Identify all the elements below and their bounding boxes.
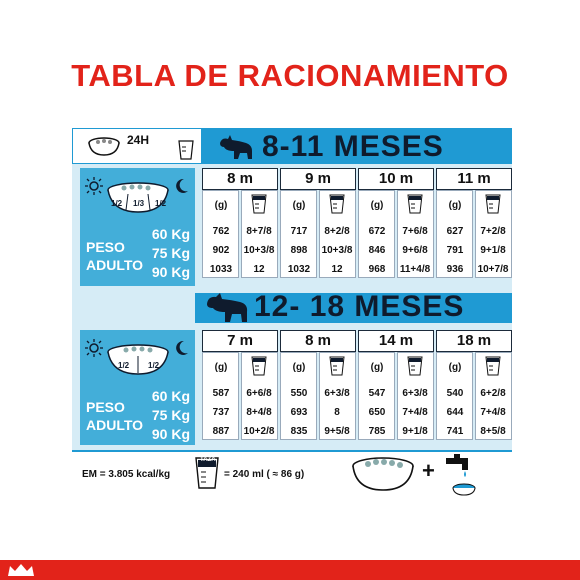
grams-value: 835 [290,426,308,437]
puppy-icon [216,133,256,161]
grams-value: 902 [212,245,230,256]
taza-icon [250,356,268,376]
section-2-title: 12- 18 MESES [254,290,465,323]
grams-value: 791 [446,245,464,256]
food-bowl-icon [350,456,416,494]
grams-value: 644 [446,407,464,418]
month-header: 11 m [436,168,512,190]
taza-icon [177,139,195,161]
grams-value: 540 [446,388,464,399]
footer [72,450,512,498]
peso-label [86,398,143,434]
grams-value: 968 [368,264,386,275]
grams-value: 898 [290,245,308,256]
peso-line-2: ADULTO [86,257,144,273]
grams-value: 547 [368,388,386,399]
peso-line-2: ADULTO [86,417,144,433]
bowl-header-area [72,128,202,164]
cups-value: 12 [253,264,265,275]
weight-60: 60 Kg [151,226,190,242]
cups-value: 8 [334,407,340,418]
cups-value: 10+3/8 [321,245,353,256]
grams-label: (g) [214,362,228,373]
fraction-label: 1/2 [118,361,130,370]
weight-75: 75 Kg [151,245,190,261]
cups-value: 6+3/8 [402,388,428,399]
grams-label: (g) [214,200,228,211]
cups-value: 6+2/8 [480,388,506,399]
fraction-label: 1/2 [148,361,160,370]
grams-label: (g) [370,362,384,373]
cups-value: 10+3/8 [243,245,275,256]
moon-icon [175,178,189,194]
cups-value: 7+2/8 [480,226,506,237]
water-tap-icon [440,454,476,496]
grams-value: 936 [446,264,464,275]
grams-value: 1032 [287,264,311,275]
grams-value: 737 [212,407,230,418]
grams-value: 762 [212,226,230,237]
section-1-title: 8-11 MESES [262,130,444,163]
grams-label: (g) [370,200,384,211]
bottom-red-band [0,560,580,580]
royal-canin-crown-icon [6,562,36,578]
taza-icon [484,356,502,376]
grams-value: 627 [446,226,464,237]
grams-value: 785 [368,426,386,437]
cups-value: 8+2/8 [324,226,350,237]
cups-value: 9+6/8 [402,245,428,256]
grams-value: 672 [368,226,386,237]
cups-value: 8+5/8 [480,426,506,437]
plus-sign: + [422,458,435,483]
sun-icon [84,338,104,358]
cups-value: 10+7/8 [477,264,509,275]
fraction-label: 1/2 [111,199,123,208]
taza-icon [406,194,424,214]
sun-icon [84,176,104,196]
month-header: 9 m [280,168,356,190]
grams-value: 741 [446,426,464,437]
taza-icon [484,194,502,214]
taza-label: TAZA [200,457,216,463]
grams-value: 587 [212,388,230,399]
cups-value: 9+1/8 [480,245,506,256]
peso-label [86,238,143,274]
bowl-portions-icon [104,342,172,378]
fraction-label: 1/2 [155,199,167,208]
month-header: 7 m [202,330,278,352]
peso-line-1: PESO [86,239,125,255]
grams-label: (g) [292,362,306,373]
grams-value: 846 [368,245,386,256]
weight-60: 60 Kg [151,388,190,404]
grams-value: 693 [290,407,308,418]
cups-value: 7+6/8 [402,226,428,237]
grams-value: 1033 [209,264,233,275]
label-24h: 24H [127,133,150,147]
cups-value: 9+1/8 [402,426,428,437]
grams-label: (g) [448,200,462,211]
grams-value: 717 [290,226,308,237]
month-header: 10 m [358,168,434,190]
grams-value: 550 [290,388,308,399]
grams-label: (g) [448,362,462,373]
bowl-icon [87,135,121,159]
bowl-portions-icon [104,180,172,216]
month-header: 8 m [202,168,278,190]
adult-dog-icon [204,292,250,324]
energy-text: EM = 3.805 kcal/kg [82,469,171,480]
cups-value: 8+4/8 [246,407,272,418]
cups-value: 10+2/8 [243,426,275,437]
taza-icon [406,356,424,376]
cups-value: 7+4/8 [480,407,506,418]
cups-value: 7+4/8 [402,407,428,418]
cups-value: 8+7/8 [246,226,272,237]
month-header: 8 m [280,330,356,352]
page-title: TABLA DE RACIONAMIENTO [71,58,509,93]
weight-75: 75 Kg [151,407,190,423]
cups-value: 9+5/8 [324,426,350,437]
cups-value: 11+4/8 [399,264,431,275]
grams-label: (g) [292,200,306,211]
taza-icon [328,356,346,376]
grams-value: 650 [368,407,386,418]
weight-90: 90 Kg [151,426,190,442]
weight-90: 90 Kg [151,264,190,280]
month-header: 18 m [436,330,512,352]
cups-value: 6+6/8 [246,388,272,399]
month-header: 14 m [358,330,434,352]
grams-value: 887 [212,426,230,437]
taza-icon [250,194,268,214]
fraction-label: 1/3 [133,199,145,208]
cups-value: 12 [331,264,343,275]
cups-value: 6+3/8 [324,388,350,399]
taza-icon [328,194,346,214]
peso-line-1: PESO [86,399,125,415]
moon-icon [175,340,189,356]
conversion-text: = 240 ml ( ≈ 86 g) [224,469,305,480]
